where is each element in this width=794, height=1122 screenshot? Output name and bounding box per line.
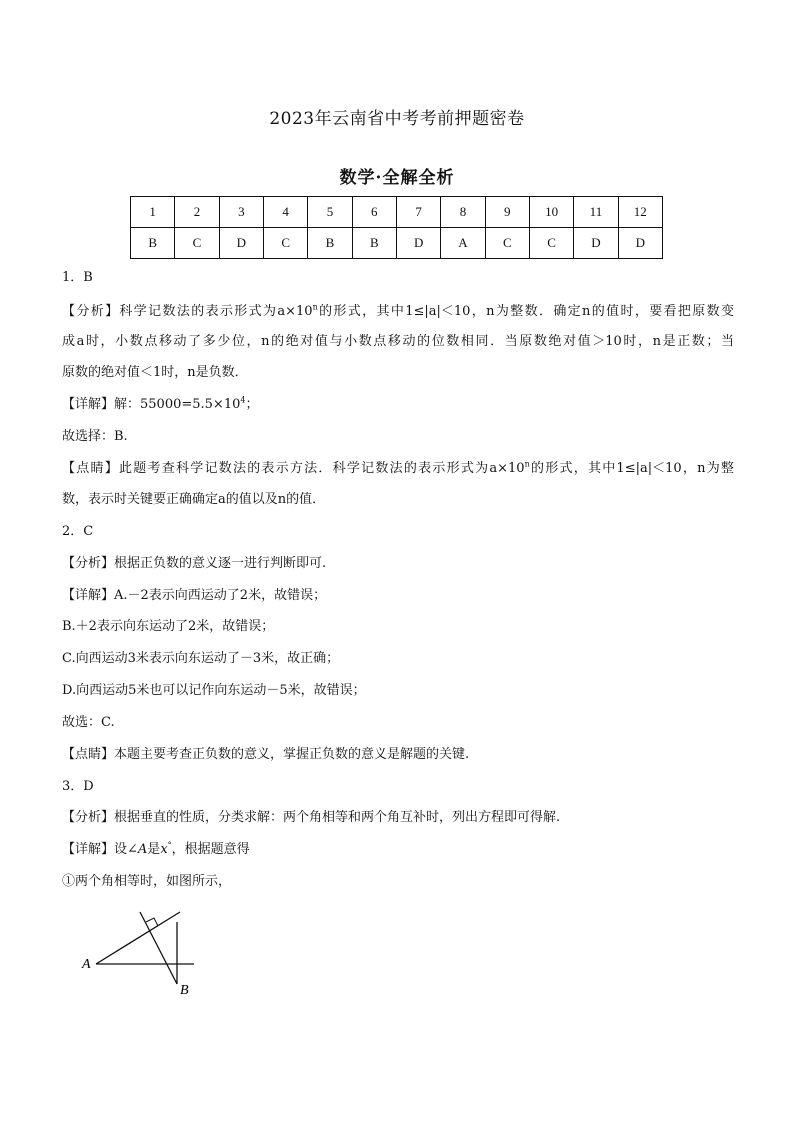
q3-detail-text: 是: [147, 842, 161, 857]
q1-analysis-text: 【分析】科学记数法的表示形式为a×10: [62, 304, 313, 319]
answer-cell: B: [352, 228, 396, 259]
question-number-cell: 4: [263, 197, 307, 228]
q1-comment-line: [62, 459, 734, 479]
answer-cell: B: [131, 228, 175, 259]
answer-cell: C: [263, 228, 307, 259]
q2-detail-line: D.向西运动5米也可以记作向东运动－5米，故错误；: [62, 683, 366, 698]
q3-case1: ①两个角相等时，如图所示，: [62, 874, 232, 889]
exponent-n: n: [312, 302, 318, 312]
label-b: B: [180, 983, 189, 998]
answer-cell: D: [618, 228, 662, 259]
answer-table: [130, 196, 663, 259]
question-number-cell: 8: [441, 197, 485, 228]
degree-symbol: °: [167, 840, 172, 850]
q1-analysis-line: [62, 302, 734, 322]
question-number-cell: 6: [352, 197, 396, 228]
q1-analysis-line: 成a时，小数点移动了多少位，n的绝对值与小数点移动的位数相同．当原数绝对值＞10时，n是正数；当: [62, 334, 734, 349]
answer-cell: C: [485, 228, 529, 259]
question-number-cell: 1: [131, 197, 175, 228]
q2-analysis: 【分析】根据正负数的意义逐一进行判断即可.: [62, 556, 327, 571]
q2-detail-line: C.向西运动3米表示向东运动了－3米，故正确；: [62, 651, 340, 666]
q1-comment-text: 【点睛】此题考查科学记数法的表示方法．科学记数法的表示形式为a×10: [62, 461, 525, 476]
q1-comment-text: 的形式，其中1≤|a|＜10，n为整: [529, 461, 735, 476]
page-subtitle: 数学·全解全析: [339, 168, 455, 188]
question-number-cell: 5: [308, 197, 352, 228]
answer-cell: B: [308, 228, 352, 259]
answer-cell: C: [175, 228, 219, 259]
q2-choice: 故选：C.: [62, 715, 115, 730]
question-number-cell: 10: [529, 197, 573, 228]
question-number-cell: 3: [219, 197, 263, 228]
answer-cell: D: [219, 228, 263, 259]
q1-analysis-line: 原数的绝对值＜1时，n是负数．: [62, 365, 248, 380]
q2-comment: 【点睛】本题主要考查正负数的意义，掌握正负数的意义是解题的关键.: [62, 747, 470, 762]
q3-detail-line: [62, 840, 734, 860]
q3-detail-text: 【详解】设∠: [62, 842, 138, 857]
answer-cell: A: [441, 228, 485, 259]
exponent-4: 4: [240, 395, 246, 405]
answer-table-answer-row: [131, 228, 663, 259]
page-title: 2023年云南省中考考前押题密卷: [269, 109, 525, 129]
ray-line: [96, 912, 180, 964]
answer-cell: C: [529, 228, 573, 259]
label-a: A: [82, 957, 91, 972]
perpendicular-line: [140, 912, 177, 984]
q1-comment-line: 数，表示时关键要正确确定a的值以及n的值．: [62, 492, 326, 507]
q1-detail-text: ；: [245, 397, 259, 412]
q1-detail-line: [62, 395, 734, 415]
q3-analysis: 【分析】根据垂直的性质，分类求解：两个角相等和两个角互补时，列出方程即可得解.: [62, 810, 561, 825]
q2-detail-line: B.＋2表示向东运动了2米，故错误；: [62, 619, 275, 634]
q3-heading: 3．D: [62, 779, 94, 794]
variable-x: x: [160, 842, 168, 857]
variable-a: A: [137, 842, 148, 857]
q3-detail-text: ，根据题意得: [171, 842, 250, 857]
answer-cell: D: [396, 228, 440, 259]
exponent-n: n: [524, 459, 530, 469]
question-number-cell: 11: [574, 197, 618, 228]
q2-detail-line: 【详解】A.－2表示向西运动了2米，故错误；: [62, 588, 327, 603]
q1-choice: 故选择：B.: [62, 429, 128, 444]
q1-analysis-text: 的形式，其中1≤|a|＜10，n为整数．确定n的值时，要看把原数变: [317, 304, 734, 319]
question-number-cell: 9: [485, 197, 529, 228]
q2-heading: 2．C: [62, 524, 94, 539]
angle-figure: [70, 898, 210, 998]
question-number-cell: 7: [396, 197, 440, 228]
q1-heading: 1．B: [62, 270, 93, 285]
q1-detail-text: 【详解】解：55000=5.5×10: [62, 397, 241, 412]
right-angle-mark: [146, 918, 158, 926]
answer-table-number-row: [131, 197, 663, 228]
answer-cell: D: [574, 228, 618, 259]
question-number-cell: 2: [175, 197, 219, 228]
question-number-cell: 12: [618, 197, 662, 228]
